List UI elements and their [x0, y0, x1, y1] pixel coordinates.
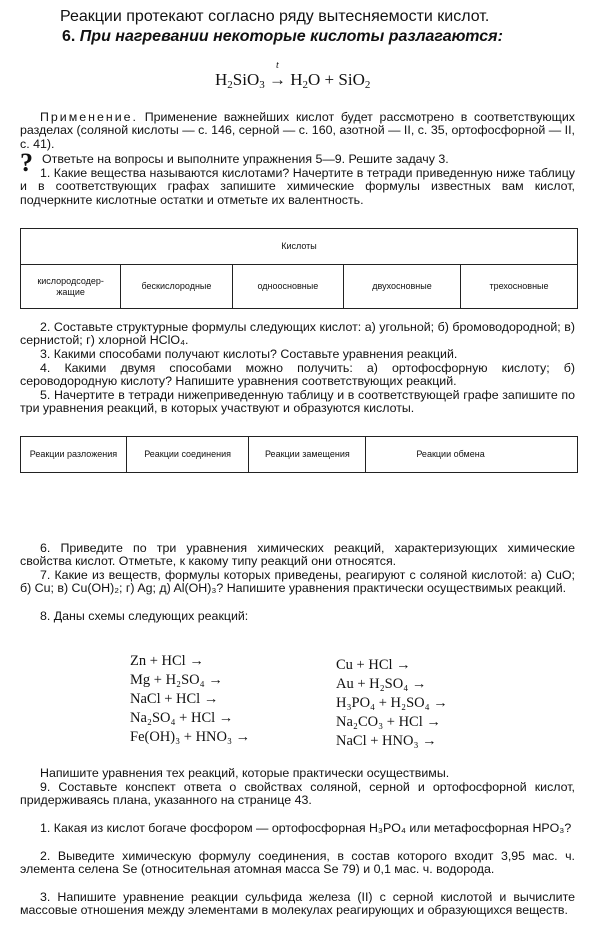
decomposition-equation — [215, 60, 371, 91]
schemes-right — [336, 656, 448, 751]
reactions-col-substitution: Реакции замещения — [249, 437, 366, 473]
problem-3: 3. Напишите уравнение реакции сульфида железа (II) с серной кислотой и вычислите массовые отношения между элементами в молекулах реагирующих и образующихся веществ. — [20, 890, 575, 918]
scheme-right-3: H₃PO₄ + H₂SO₄ → — [336, 695, 448, 711]
problem-1: 1. Какая из кислот богаче фосфором — ортофосфорная H₃PO₄ или метафосфорная HPO₃? — [40, 821, 572, 835]
task-1: 1. Какие вещества называются кислотами? Начертите в тетради приведенную ниже таблицу и в соответствующих графах запишите химические формулы известных вам кислот, подчеркните кислотные остатки и отметьте их валентность. — [20, 166, 575, 207]
acids-col-tribasic: трехосновные — [461, 265, 578, 309]
reactions-col-decomposition: Реакции разложения — [21, 437, 127, 473]
reactions-col-exchange: Реакции обмена — [366, 437, 578, 473]
task-9: 9. Составьте конспект ответа о свойствах соляной, серной и ортофосфорной кислот, придерживаясь плана, указанного на странице 43. — [20, 780, 575, 808]
reactions-col-combination: Реакции соединения — [126, 437, 249, 473]
acids-table — [20, 228, 578, 309]
reactions-table — [20, 436, 578, 473]
task-7: 7. Какие из веществ, формулы которых приведены, реагируют с соляной кислотой: а) CuO; б) Cu; в) Cu(OH)₂; г) Ag; д) Al(OH)₃? Напишите уравнения практически осуществимых реакций. — [20, 568, 575, 596]
heading-line2 — [62, 28, 582, 46]
eq-sub2: 3 — [259, 79, 265, 91]
scheme-left-1: Zn + HCl → — [130, 653, 204, 669]
task-2: 2. Составьте структурные формулы следующих кислот: а) угольной; б) бромоводородной; в) сернистой; г) хлорной HClO₄. — [20, 320, 575, 348]
scheme-left-3: NaCl + HCl → — [130, 691, 219, 707]
problem-2: 2. Выведите химическую формулу соединения, в состав которого входит 3,95 мас. ч. элемента селена Se (относительная атомная масса Se 79) и 0,1 мас. ч. водорода. — [20, 849, 575, 877]
acids-col-oxygenfree: бескислородные — [121, 265, 232, 309]
eq-r-h: H — [290, 70, 303, 89]
acids-col-oxygen: кислородсодер-жащие — [21, 265, 121, 309]
scheme-left-4: Na₂SO₄ + HCl → — [130, 710, 234, 726]
task-5: 5. Начертите в тетради нижеприведенную таблицу и в соответствующей графе запишите по три уравнения реакций, в которых участвуют и образуются кислоты. — [20, 388, 575, 416]
heat-arrow — [269, 60, 286, 90]
acids-table-header: Кислоты — [21, 229, 578, 265]
task-3: 3. Какими способами получают кислоты? Составьте уравнения реакций. — [40, 347, 458, 361]
scheme-right-1: Cu + HCl → — [336, 657, 411, 673]
arrow-icon: → — [269, 70, 286, 89]
task-6: 6. Приведите по три уравнения химических реакций, характеризующих химические свойства кислот. Отметьте, к какому типу реакций они относятся. — [20, 541, 575, 569]
eq-h: H — [215, 70, 228, 89]
scheme-left-5: Fe(OH)₃ + HNO₃ → — [130, 729, 251, 745]
schemes-left — [130, 652, 250, 747]
task-8: 8. Даны схемы следующих реакций: — [40, 609, 249, 623]
task-4: 4. Какими двумя способами можно получить: а) ортофосфорную кислоту; б) сероводородную кислоту? Напишите уравнения соответствующих реакций. — [20, 361, 575, 389]
eq-r-sub: 2 — [302, 79, 309, 91]
eq-sub1: 2 — [227, 79, 233, 91]
scheme-left-2: Mg + H₂SO₄ → — [130, 672, 223, 688]
eq-r-rest: O + SiO — [308, 70, 365, 89]
tasks-intro: Ответьте на вопросы и выполните упражнения 5—9. Решите задачу 3. — [42, 152, 449, 166]
acids-col-monobasic: одноосновные — [232, 265, 343, 309]
application-title: Применение. — [40, 110, 138, 124]
task-8-after: Напишите уравнения тех реакций, которые практически осуществимы. — [40, 766, 450, 780]
heading-number: 6. — [62, 28, 76, 45]
eq-sio: SiO — [232, 70, 260, 89]
heading-line1: Реакции протекают согласно ряду вытесняемости кислот. — [60, 8, 490, 25]
application-text: Применение важнейших кислот будет рассмотрено в соответствующих разделах (соляной кислоты — с. 146, серной — с. 160, азотной — II, с. 35, ортофосфорной — II, с. 41). — [20, 110, 575, 151]
application-paragraph — [20, 111, 575, 151]
scheme-right-2: Au + H₂SO₄ → — [336, 676, 427, 692]
scheme-right-5: NaCl + HNO₃ → — [336, 733, 437, 749]
heading-text: При нагревании некоторые кислоты разлагаются: — [79, 28, 503, 45]
eq-r-sub2: 2 — [364, 79, 371, 91]
heat-mark: t — [276, 60, 279, 71]
scheme-right-4: Na₂CO₃ + HCl → — [336, 714, 441, 730]
acids-col-dibasic: двухосновные — [344, 265, 461, 309]
question-mark-icon: ? — [20, 148, 33, 177]
